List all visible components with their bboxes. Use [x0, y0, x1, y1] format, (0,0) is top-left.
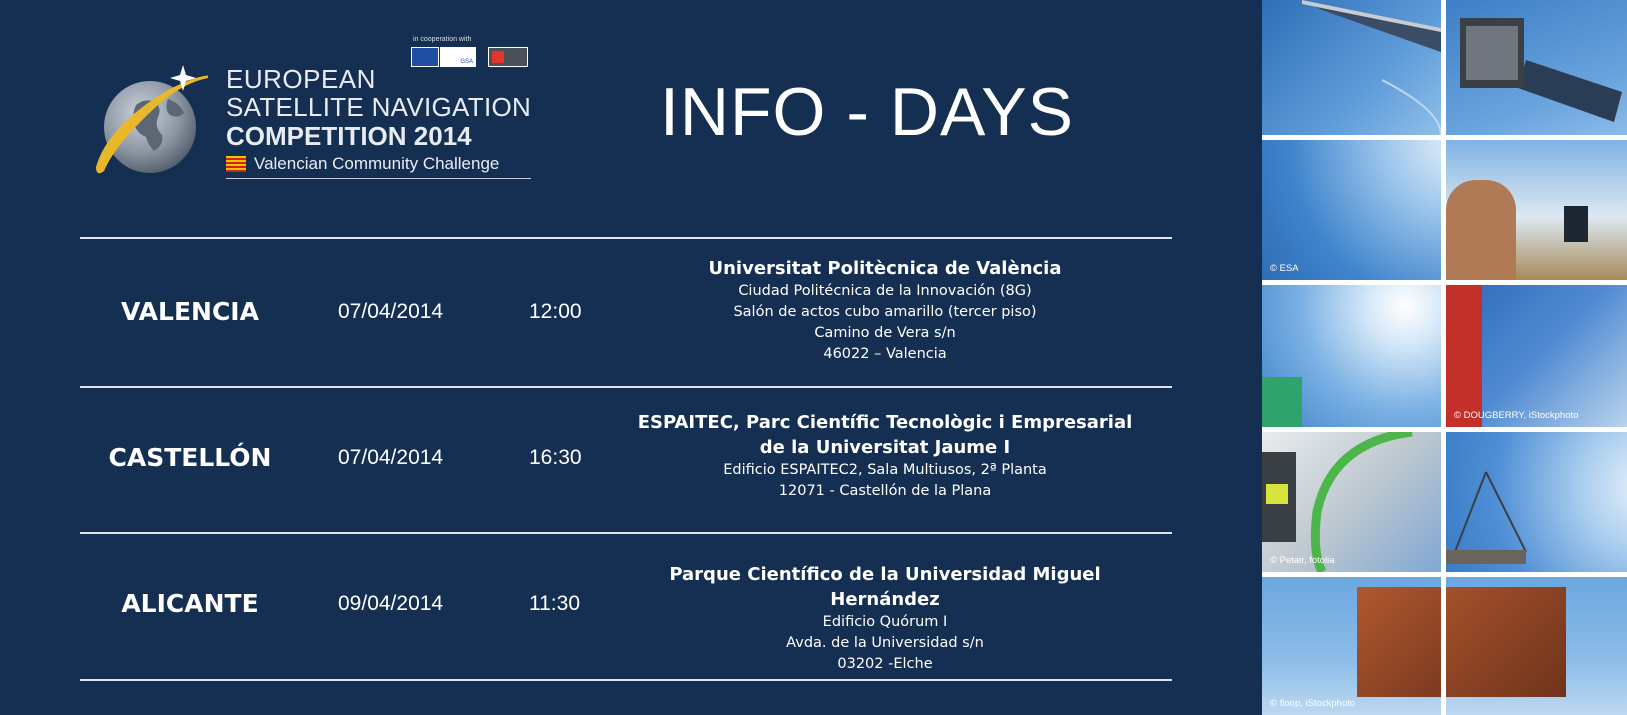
- venue-address-line: 03202 -Elche: [837, 656, 933, 672]
- hiker: [1446, 180, 1516, 280]
- hiker-gps-photo: [1446, 140, 1627, 280]
- venue-name: ESPAITEC, Parc Científic Tecnològic i Empresarial: [637, 412, 1133, 433]
- sun-sky-photo: [1262, 285, 1441, 427]
- galileo-satellite-photo: [1446, 0, 1627, 135]
- logo-wordmark: [226, 65, 531, 179]
- cargo-crate: [1446, 587, 1566, 697]
- table-divider: [80, 679, 1172, 681]
- event-city: VALENCIA: [121, 297, 259, 326]
- event-date: 07/04/2014: [338, 300, 444, 323]
- satellite-icon: [1262, 0, 1441, 135]
- event-date: 07/04/2014: [338, 446, 444, 469]
- cargo-crate: [1357, 587, 1441, 697]
- satellite-panel-photo: [1262, 0, 1441, 135]
- event-time: 12:00: [529, 300, 582, 323]
- eu-flag-icon: [411, 47, 439, 67]
- photo-credit-esa: © ESA: [1270, 263, 1299, 274]
- photo-credit-dougberry: © DOUGBERRY, iStockphoto: [1454, 410, 1579, 421]
- cooperation-label: in cooperation with: [413, 36, 472, 43]
- event-venue: [615, 562, 1155, 675]
- charger-station: [1262, 377, 1302, 427]
- jacket: [1446, 285, 1482, 427]
- venue-name: Parque Científico de la Universidad Miguel Hernández: [669, 564, 1101, 610]
- event-venue: [615, 256, 1155, 365]
- photo-credit-floop: © floop, iStockphoto: [1270, 698, 1356, 709]
- event-time: 16:30: [529, 446, 582, 469]
- challenge-label: Valencian Community Challenge: [254, 154, 500, 173]
- table-row-alicante: [80, 534, 1172, 680]
- valencian-flag-icon: [226, 156, 246, 172]
- map-reading-photo: [1446, 285, 1627, 427]
- sky-arc-photo: [1262, 140, 1441, 280]
- venue-address-line: 46022 – Valencia: [823, 346, 947, 362]
- gps-device: [1564, 206, 1588, 242]
- table-row-valencia: [80, 239, 1172, 386]
- venue-address-line: Edificio ESPAITEC2, Sala Multiusos, 2ª Planta: [723, 462, 1047, 478]
- charging-cable-icon: [1262, 432, 1441, 572]
- photo-collage: [1262, 0, 1627, 715]
- venue-address-line: 12071 - Castellón de la Plana: [778, 483, 992, 499]
- event-date: 09/04/2014: [338, 592, 444, 615]
- logo-line-competition: COMPETITION 2014: [226, 121, 472, 151]
- crane-sky-photo: [1446, 432, 1627, 572]
- venue-address-line: Camino de Vera s/n: [814, 325, 956, 341]
- globe-logo-icon: [88, 65, 208, 185]
- ev-charger-photo: [1262, 432, 1441, 572]
- logo-challenge: [226, 153, 531, 179]
- competition-logo: [70, 35, 540, 195]
- crate-right-photo: [1446, 577, 1627, 715]
- ec-logo: [488, 47, 528, 67]
- gsa-logo: [440, 47, 476, 67]
- venue-address-line: Ciudad Politécnica de la Innovación (8G): [738, 283, 1032, 299]
- logo-line-european: EUROPEAN: [226, 64, 376, 94]
- photo-credit-petair: © Petair, fotolia: [1270, 555, 1335, 566]
- gsa-label: GSA: [460, 59, 473, 65]
- venue-address-line: Edificio Quórum I: [822, 614, 948, 630]
- logo-line-satnav: SATELLITE NAVIGATION: [226, 92, 532, 122]
- event-city: ALICANTE: [121, 589, 259, 618]
- venue-address-line: Avda. de la Universidad s/n: [786, 635, 984, 651]
- crate-left-photo: [1262, 577, 1441, 715]
- venue-address-line: Salón de actos cubo amarillo (tercer piso): [733, 304, 1037, 320]
- event-venue: [615, 410, 1155, 502]
- galileo-satellite-icon: [1446, 0, 1627, 135]
- page-title: INFO - DAYS: [660, 74, 1074, 150]
- venue-name-line2: de la Universitat Jaume I: [759, 437, 1011, 458]
- venue-name: Universitat Politècnica de València: [708, 258, 1062, 279]
- event-time: 11:30: [529, 592, 580, 615]
- crane-hook-icon: [1446, 432, 1627, 572]
- table-row-castellon: [80, 388, 1172, 533]
- event-city: CASTELLÓN: [108, 443, 272, 472]
